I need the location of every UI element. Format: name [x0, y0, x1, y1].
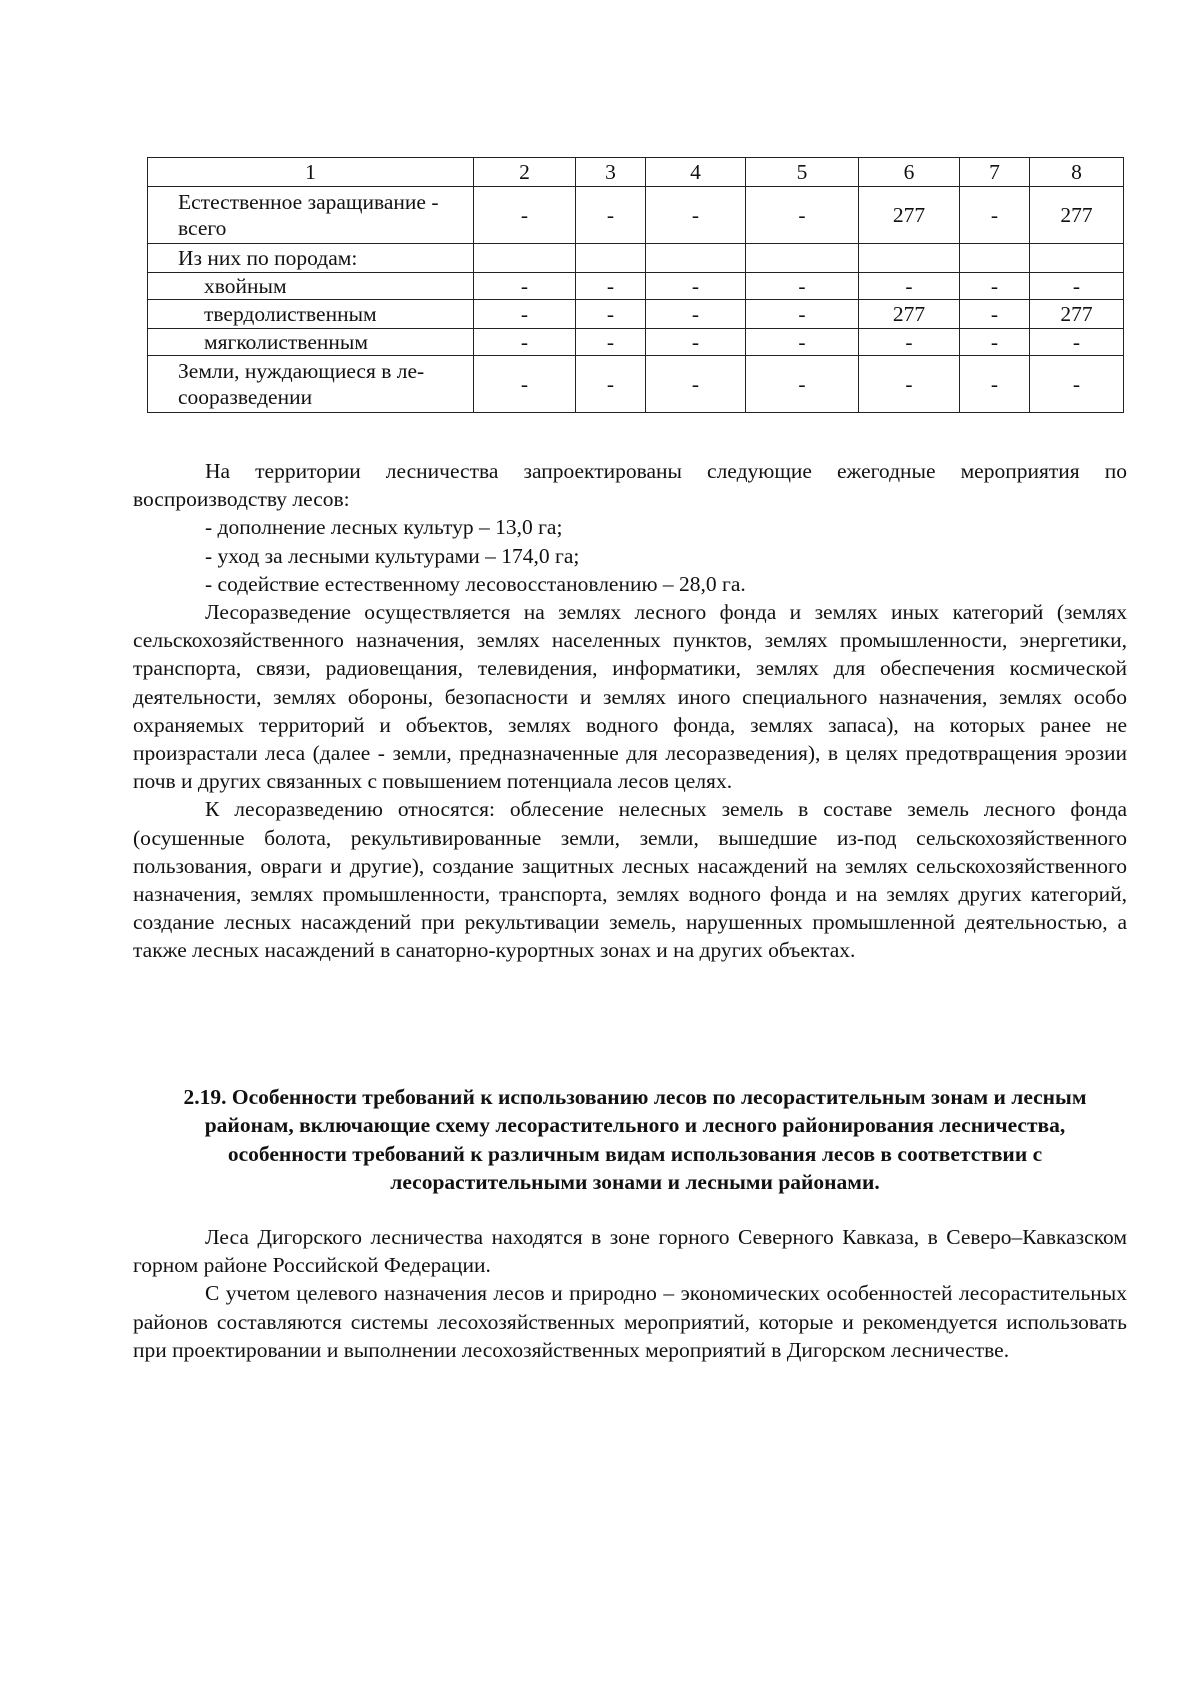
forest-location-paragraph: Леса Дигорского лесничества находятся в зоне горного Северного Кавказа, в Северо–Кавказском горном районе Российской Федерации. [133, 1225, 1127, 1278]
table-cell: - [646, 187, 746, 244]
table-header-row [148, 158, 1124, 187]
list-item: - дополнение лесных культур – 13,0 га; [205, 515, 563, 540]
table-cell: - [746, 356, 859, 413]
header-cell: 2 [474, 158, 576, 187]
table-cell: - [746, 187, 859, 244]
table-row [148, 244, 1124, 273]
header-cell: 7 [960, 158, 1030, 187]
header-cell: 3 [576, 158, 646, 187]
header-cell: 1 [148, 158, 474, 187]
row-label: Из них по породам: [148, 244, 474, 273]
intro-paragraph: На территории лесничества запроектированы следующие ежегодные мероприятия по воспроизводству лесов: [133, 459, 1127, 512]
table-cell: - [474, 356, 576, 413]
table-cell: - [576, 187, 646, 244]
row-label: Естественное заращивание - всего [148, 187, 474, 244]
table-cell: - [646, 356, 746, 413]
table-cell: - [576, 329, 646, 356]
table-cell [576, 244, 646, 273]
table-cell: - [576, 300, 646, 329]
table-row [148, 187, 1124, 244]
table-cell: - [576, 273, 646, 300]
header-cell: 8 [1030, 158, 1124, 187]
table-cell [859, 244, 960, 273]
table-cell [960, 244, 1030, 273]
table-cell: 277 [859, 187, 960, 244]
table-cell: 277 [859, 300, 960, 329]
section-reproduction [133, 457, 1127, 965]
table-cell: - [474, 329, 576, 356]
list-item: - уход за лесными культурами – 174,0 га; [205, 543, 580, 568]
table-row [148, 273, 1124, 300]
table-cell: - [746, 300, 859, 329]
table-row [148, 300, 1124, 329]
table-cell: - [746, 273, 859, 300]
afforestation-types-paragraph: К лесоразведению относятся: облесение нелесных земель в составе земель лесного фонда (осушенные болота, рекультивированные земли, земли, вышедшие из-под сельскохозяйственного пользования, овраги и другие), создание защитных лесных насаждений на землях сельскохозяйственного назначения, землях промышленности, транспорта, землях водного фонда и на землях других категорий, создание лесных насаждений при рекультивации земель, нарушенных промышленной деятельностью, а также лесных насаждений в санаторно-курортных зонах и на других объектах. [133, 797, 1127, 963]
table-cell: - [646, 273, 746, 300]
header-cell: 4 [646, 158, 746, 187]
list-item: - содействие естественному лесовосстановлению – 28,0 га. [205, 571, 746, 596]
header-cell: 6 [859, 158, 960, 187]
table-cell: - [746, 329, 859, 356]
table-cell: - [1030, 329, 1124, 356]
table-cell: - [859, 273, 960, 300]
row-label: мягколиственным [148, 329, 474, 356]
table-cell: - [859, 356, 960, 413]
table-cell: - [474, 300, 576, 329]
table-cell: - [960, 356, 1030, 413]
table-cell: - [1030, 273, 1124, 300]
section-heading: 2.19. Особенности требований к использованию лесов по лесорастительным зонам и лесным районам, включающие схему лесорастительного и лесного районирования лесничества, особенности требований к различным видам использования лесов в соответствии с лесорастительными зонами и лесными районами. [183, 1085, 1087, 1194]
table-cell: - [960, 329, 1030, 356]
row-label: Земли, нуждающиеся в ле-сооразведении [148, 356, 474, 413]
table-cell: - [646, 329, 746, 356]
table-cell: - [1030, 356, 1124, 413]
table-cell: 277 [1030, 187, 1124, 244]
table-cell: - [646, 300, 746, 329]
table-cell [474, 244, 576, 273]
table-cell: - [960, 300, 1030, 329]
table-cell: - [859, 329, 960, 356]
section-zones [133, 1223, 1127, 1364]
row-label: твердолиственным [148, 300, 474, 329]
table-cell [1030, 244, 1124, 273]
table-row [148, 329, 1124, 356]
afforestation-paragraph: Лесоразведение осуществляется на землях лесного фонда и землях иных категорий (землях сельскохозяйственного назначения, землях населенных пунктов, землях промышленности, энергетики, транспорта, связи, радиовещания, телевидения, информатики, землях для обеспечения космической деятельности, землях обороны, безопасности и землях иного специального назначения, землях особо охраняемых территорий и объектов, землях водного фонда, землях запаса), на которых ранее не произрастали леса (далее - земли, предназначенные для лесоразведения), в целях предотвращения эрозии почв и других связанных с повышением потенциала лесов целях. [133, 600, 1127, 794]
forest-table [147, 157, 1124, 413]
recommendations-paragraph: С учетом целевого назначения лесов и природно – экономических особенностей лесорастительных районов составляются системы лесохозяйственных мероприятий, которые и рекомендуется использовать при проектировании и выполнении лесохозяйственных мероприятий в Дигорском лесничестве. [133, 1281, 1127, 1362]
table-cell: - [474, 273, 576, 300]
table-cell: - [474, 187, 576, 244]
row-label: хвойным [148, 273, 474, 300]
table-cell: - [960, 273, 1030, 300]
table-row [148, 356, 1124, 413]
table-cell: 277 [1030, 300, 1124, 329]
header-cell: 5 [746, 158, 859, 187]
table-cell [746, 244, 859, 273]
table-cell: - [576, 356, 646, 413]
table-cell: - [960, 187, 1030, 244]
table-cell [646, 244, 746, 273]
